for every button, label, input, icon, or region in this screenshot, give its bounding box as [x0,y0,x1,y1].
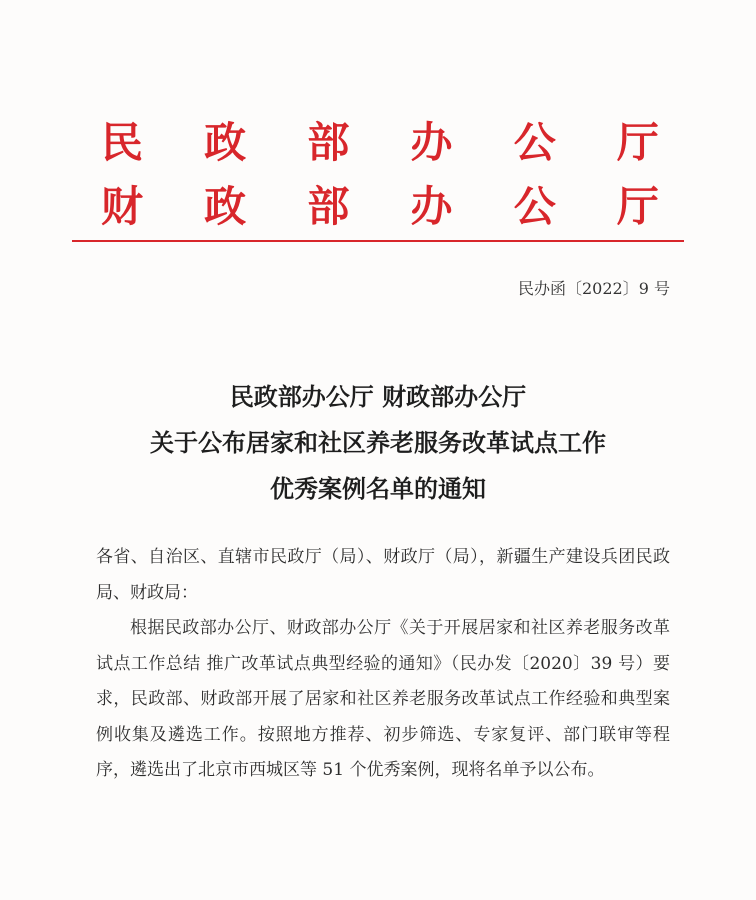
authority-char: 公 [513,118,556,167]
authority-char: 办 [410,182,453,231]
authority-char: 政 [204,182,247,231]
red-header-divider [72,240,684,242]
title-line-2: 关于公布居家和社区养老服务改革试点工作 [150,428,606,457]
document-title [60,374,696,512]
document-body [96,540,670,789]
body-paragraph-1: 根据民政部办公厅、财政部办公厅《关于开展居家和社区养老服务改革试点工作总结 推广改革试点典型经验的通知》（民办发〔2020〕39 号）要求，民政部、财政部开展了居家和社区养老服务改革试点工作经验和典型案例收集及遴选工作。按照地方推荐、初步筛选、专家复评、部门联审等程序，遴选出了北京市西城区等 51 个优秀案例，现将名单予以公布。 [96,618,670,780]
authority-char: 公 [513,182,556,231]
document-number: 民办函〔2022〕9 号 [518,279,670,298]
authority-char: 民 [100,118,143,167]
title-line-3: 优秀案例名单的通知 [270,474,486,503]
issuing-authority-line-2 [100,182,660,231]
authority-char: 办 [410,118,453,167]
title-line-1: 民政部办公厅 财政部办公厅 [229,382,527,411]
authority-char: 政 [204,118,247,167]
authority-char: 厅 [616,118,659,167]
issuing-authority-line-1 [100,118,660,167]
authority-char: 厅 [616,182,659,231]
authority-char: 部 [307,182,350,231]
authority-char: 部 [307,118,350,167]
salutation: 各省、自治区、直辖市民政厅（局）、财政厅（局），新疆生产建设兵团民政局、财政局： [96,547,670,603]
authority-char: 财 [100,182,143,231]
